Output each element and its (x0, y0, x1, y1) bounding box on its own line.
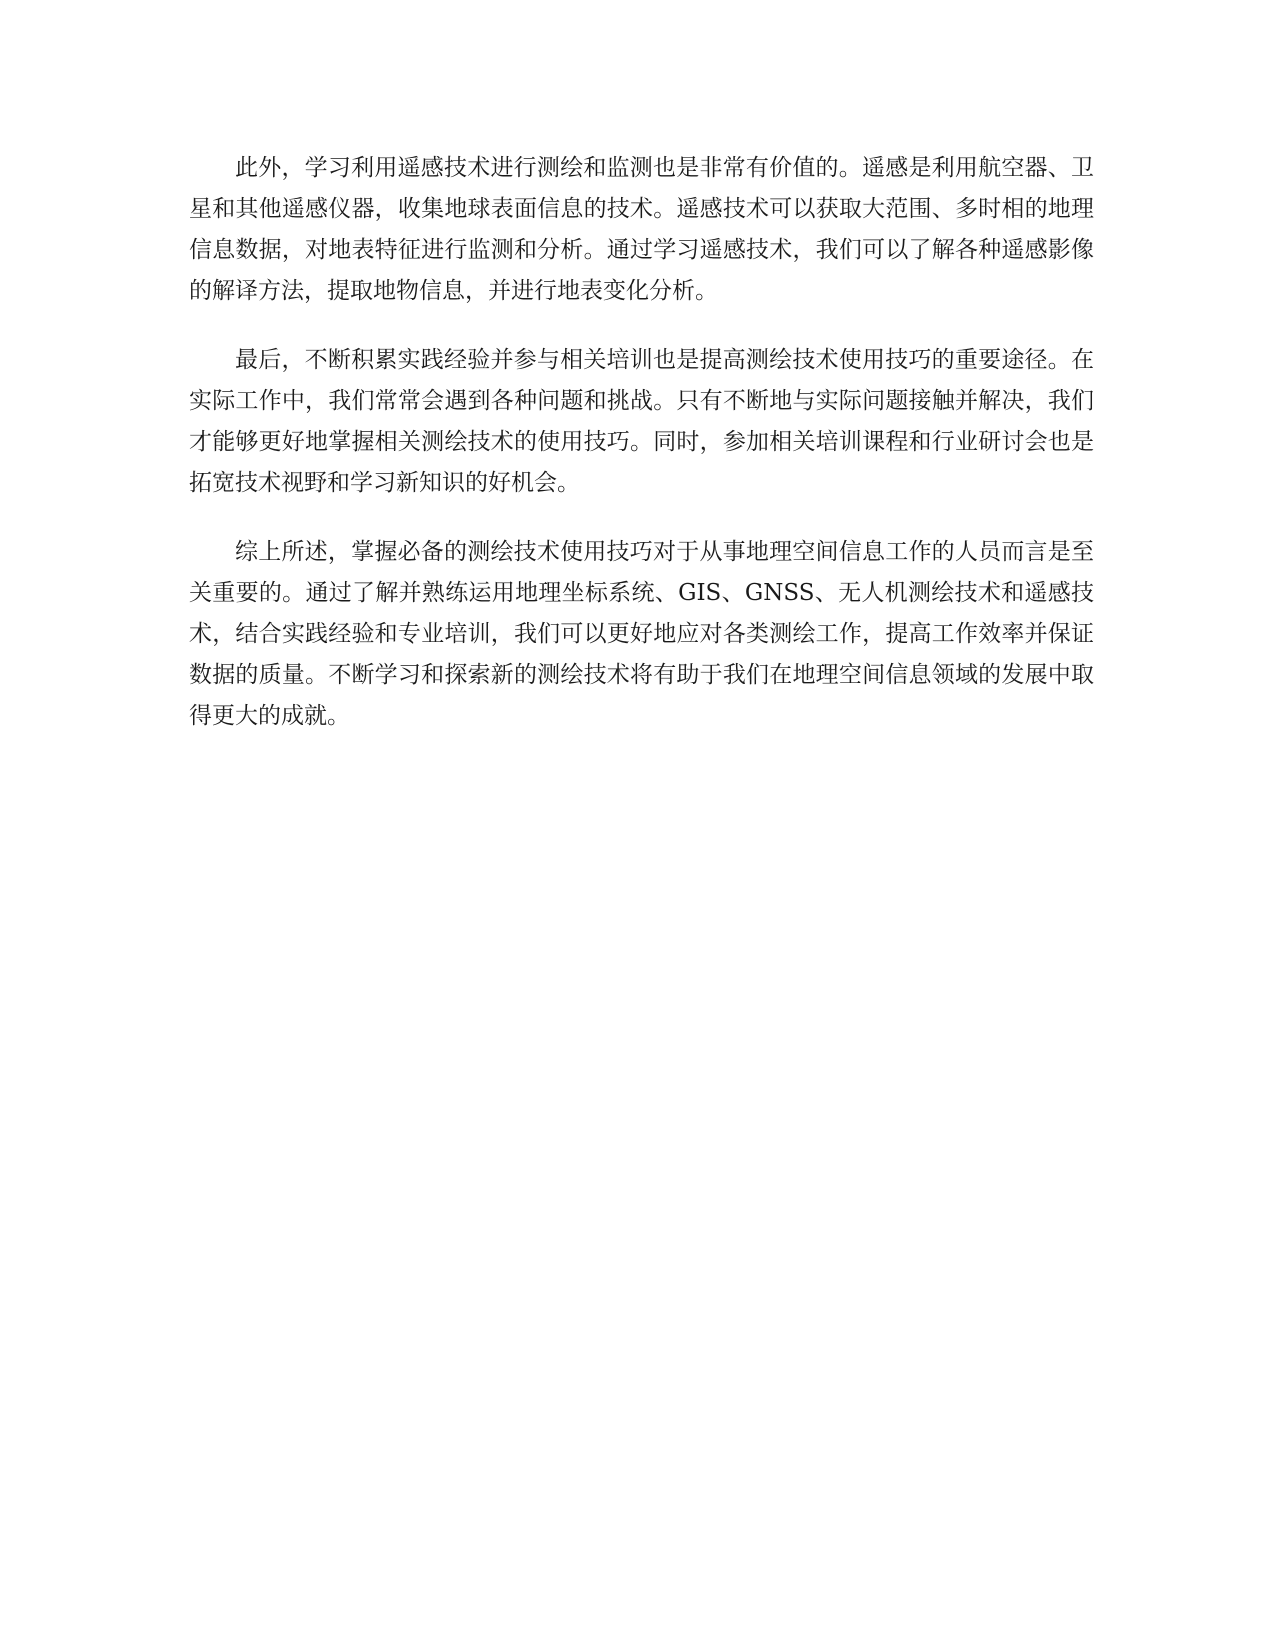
paragraph-remote-sensing: 此外，学习利用遥感技术进行测绘和监测也是非常有价值的。遥感是利用航空器、卫星和其他遥感仪器，收集地球表面信息的技术。遥感技术可以获取大范围、多时相的地理信息数据，对地表特征进行监测和分析。通过学习遥感技术，我们可以了解各种遥感影像的解译方法，提取地物信息，并进行地表变化分析。 (189, 155, 1094, 304)
document-body (189, 148, 1094, 765)
paragraph-conclusion: 综上所述，掌握必备的测绘技术使用技巧对于从事地理空间信息工作的人员而言是至关重要的。通过了解并熟练运用地理坐标系统、GIS、GNSS、无人机测绘技术和遥感技术，结合实践经验和专业培训，我们可以更好地应对各类测绘工作，提高工作效率并保证数据的质量。不断学习和探索新的测绘技术将有助于我们在地理空间信息领域的发展中取得更大的成就。 (189, 539, 1094, 729)
paragraph-practice-training: 最后，不断积累实践经验并参与相关培训也是提高测绘技术使用技巧的重要途径。在实际工作中，我们常常会遇到各种问题和挑战。只有不断地与实际问题接触并解决，我们才能够更好地掌握相关测绘技术的使用技巧。同时，参加相关培训课程和行业研讨会也是拓宽技术视野和学习新知识的好机会。 (189, 347, 1094, 496)
